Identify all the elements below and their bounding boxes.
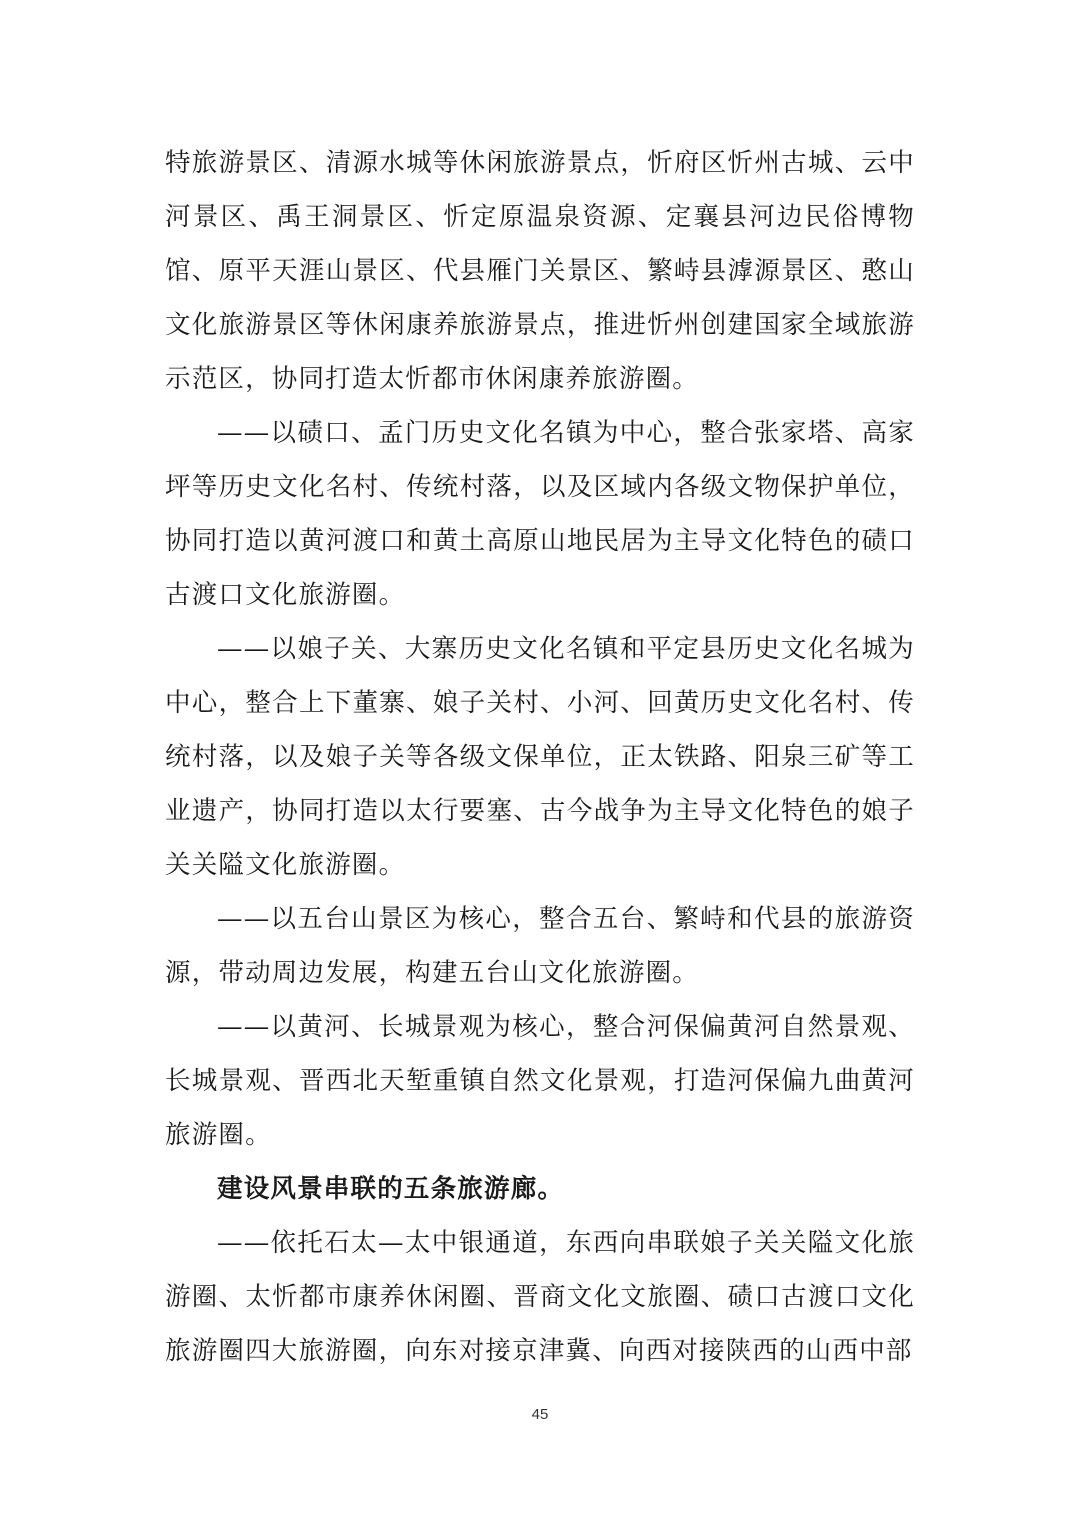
paragraph-wutaishan: ——以五台山景区为核心，整合五台、繁峙和代县的旅游资源，带动周边发展，构建五台山文化旅游圈。 [165, 904, 915, 988]
paragraph-qikou: ——以碛口、孟门历史文化名镇为中心，整合张家塔、高家坪等历史文化名村、传统村落，以及区域内各级文物保护单位，协同打造以黄河渡口和黄土高原山地民居为主导文化特色的碛口古渡口文化旅游圈。 [165, 418, 915, 610]
section-heading: 建设风景串联的五条旅游廊。 [217, 1174, 565, 1204]
document-body [165, 136, 915, 1378]
paragraph-yellow-river: ——以黄河、长城景观为核心，整合河保偏黄河自然景观、长城景观、晋西北天堑重镇自然文化景观，打造河保偏九曲黄河旅游圈。 [165, 1012, 915, 1150]
paragraph-continued: 特旅游景区、清源水城等休闲旅游景点，忻府区忻州古城、云中河景区、禹王洞景区、忻定原温泉资源、定襄县河边民俗博物馆、原平天涯山景区、代县雁门关景区、繁峙县滹源景区、憨山文化旅游景区等休闲康养旅游景点，推进忻州创建国家全域旅游示范区，协同打造太忻都市休闲康养旅游圈。 [165, 148, 915, 394]
page-number: 45 [531, 1406, 549, 1423]
paragraph-corridor: ——依托石太—太中银通道，东西向串联娘子关关隘文化旅游圈、太忻都市康养休闲圈、晋商文化文旅圈、碛口古渡口文化旅游圈四大旅游圈，向东对接京津冀、向西对接陕西的山西中部 [165, 1228, 915, 1366]
paragraph-niangziguan: ——以娘子关、大寨历史文化名镇和平定县历史文化名城为中心，整合上下董寨、娘子关村、小河、回黄历史文化名村、传统村落，以及娘子关等各级文保单位，正太铁路、阳泉三矿等工业遗产，协同打造以太行要塞、古今战争为主导文化特色的娘子关关隘文化旅游圈。 [165, 634, 915, 880]
